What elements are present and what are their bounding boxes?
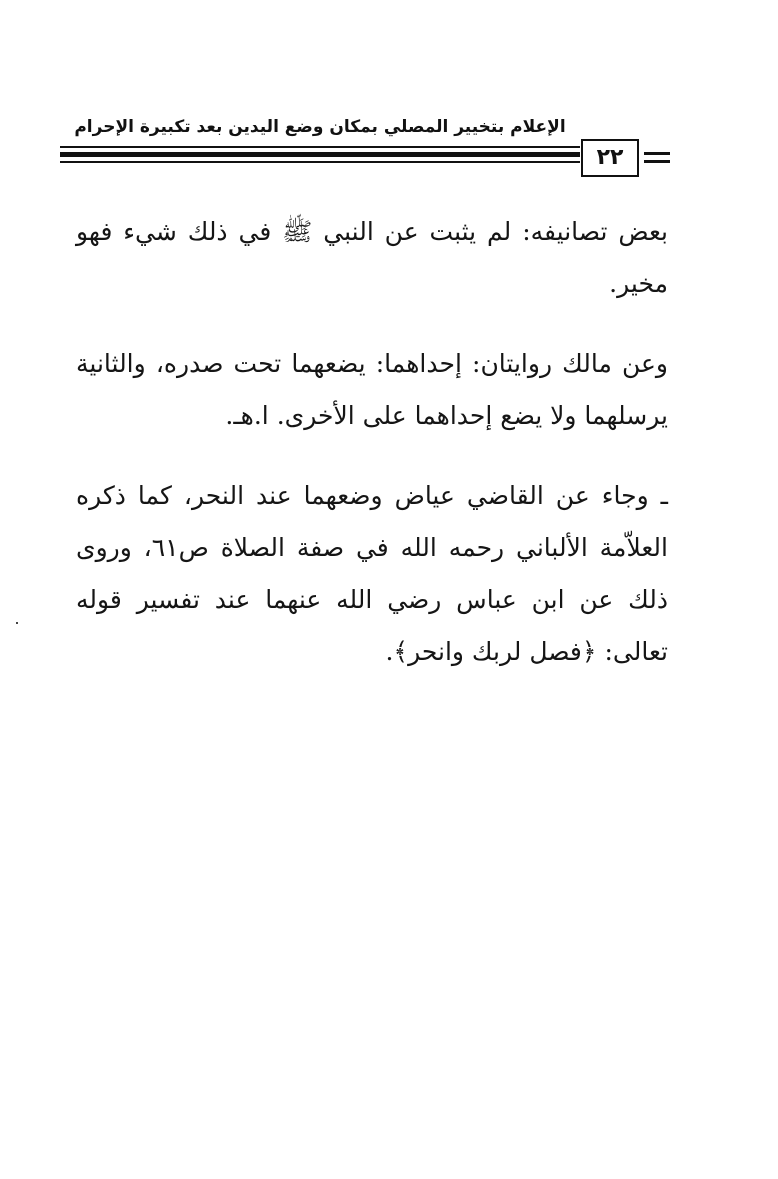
paragraph-3: ـ وجاء عن القاضي عياض وضعهما عند النحر، كما ذكره العلاّمة الألباني رحمه الله في صفة الصلاة ص٦١، وروى ذلك عن ابن عباس رضي الله عنهما عند تفسير قوله تعالى: ﴿فصل لربك وانحر﴾. [76, 481, 668, 666]
running-header [60, 112, 670, 182]
header-rule-top [60, 146, 580, 148]
body-text [76, 206, 668, 678]
book-title: الإعلام بتخيير المصلي بمكان وضع اليدين بعد تكبيرة الإحرام [74, 117, 566, 137]
scan-speck [16, 622, 18, 624]
header-rule-bottom [60, 161, 580, 163]
header-rule-thick [60, 152, 580, 157]
paragraph-1: بعض تصانيفه: لم يثبت عن النبي ﷺ في ذلك شيء فهو مخير. [76, 217, 668, 298]
header-rule-right-upper [644, 152, 670, 155]
paragraph-2: وعن مالك روايتان: إحداهما: يضعهما تحت صدره، والثانية يرسلهما ولا يضع إحداهما على الأخرى. ا.هـ. [76, 349, 668, 430]
page-number: ٢٢ [581, 139, 639, 177]
header-rule-right-lower [644, 160, 670, 163]
